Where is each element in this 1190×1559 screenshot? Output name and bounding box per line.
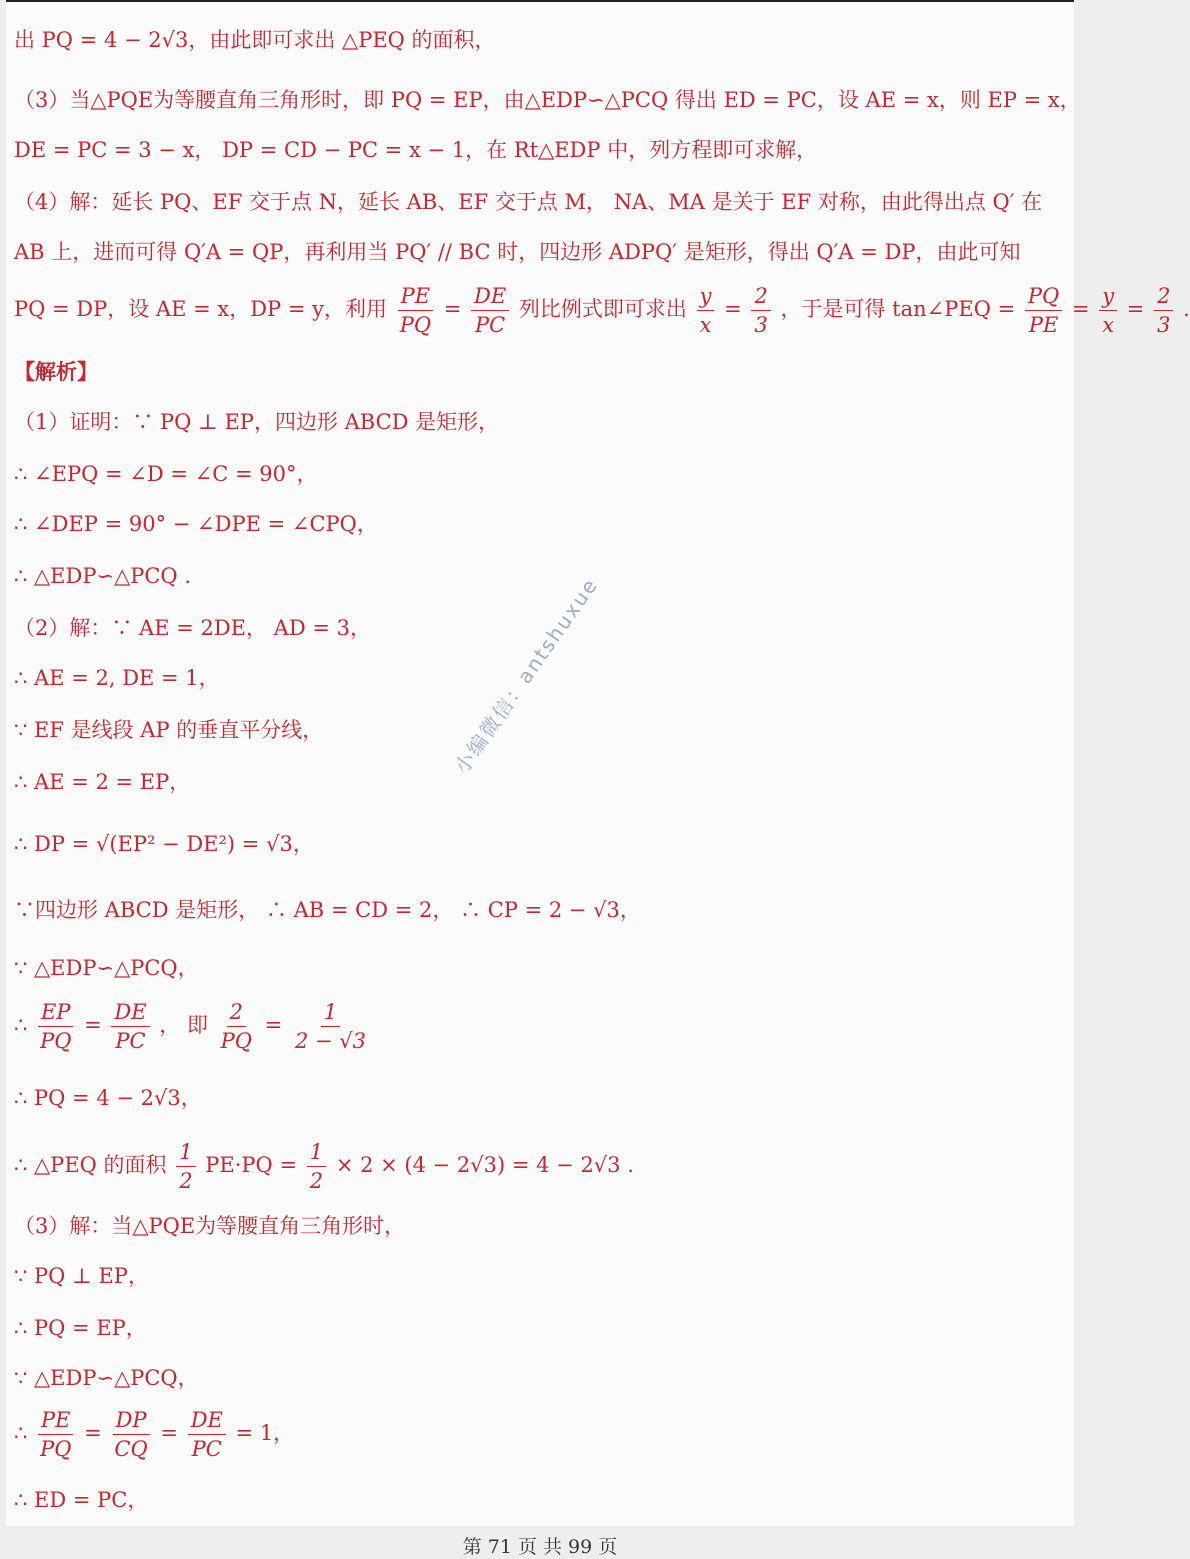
fraction: $\frac{1}{2 - √3}$ — [294, 1000, 367, 1053]
fraction: $\frac{DP}{CQ}$ — [114, 1408, 148, 1461]
fraction: $\frac{EP}{PQ}$ — [37, 998, 74, 1055]
text-segment: ， 即 — [159, 1013, 208, 1037]
section-heading: 【解析】 — [14, 360, 98, 384]
text-line: （3）解：当△PQE为等腰直角三角形时， — [14, 1214, 406, 1238]
fraction: $\frac{PE}{PQ}$ — [37, 1406, 74, 1463]
text-line: ∵四边形 ABCD 是矩形， ∴ AB = CD = 2， ∴ CP = 2 − √3， — [14, 898, 641, 922]
text-line: ∴ ∠EPQ = ∠D = ∠C = 90°， — [14, 462, 318, 486]
text-line: ∵ △EDP∽△PCQ， — [14, 956, 199, 980]
text-segment: × 2 × (4 − 2√3) = 4 − 2√3 . — [335, 1153, 634, 1177]
text-segment: 列比例式即可求出 — [518, 297, 687, 321]
fraction: $\frac{1}{2}$ — [307, 1138, 326, 1195]
text-segment: ∴ — [14, 1421, 28, 1445]
fraction: $\frac{2}{3}$ — [1154, 282, 1173, 339]
text-line: （2）解：∵ AE = 2DE， AD = 3， — [14, 616, 371, 640]
text-line-with-fractions — [14, 1406, 1066, 1463]
text-line: ∴ AE = 2, DE = 1， — [14, 666, 220, 690]
text-line-with-fractions — [14, 282, 1190, 339]
equals-sign: = — [160, 1421, 178, 1445]
watermark-text: 小编微信：antshuxue — [449, 573, 603, 779]
text-segment: = 1， — [235, 1421, 295, 1445]
text-segment: ，于是可得 tan∠PEQ = — [780, 297, 1016, 321]
fraction: $\frac{y}{x}$ — [697, 282, 715, 339]
page-footer: 第 71 页 共 99 页 — [462, 1536, 618, 1558]
fraction: $\frac{1}{2}$ — [176, 1138, 195, 1195]
fraction: $\frac{DE}{PC}$ — [188, 1406, 226, 1463]
period: . — [1183, 297, 1190, 321]
fraction: $\frac{2}{PQ}$ — [220, 1000, 252, 1053]
fraction: $\frac{PQ}{PE}$ — [1025, 282, 1062, 339]
text-line: ∴ PQ = EP， — [14, 1316, 147, 1340]
fraction: $\frac{y}{x}$ — [1099, 282, 1117, 339]
text-segment: PE·PQ = — [205, 1153, 298, 1177]
text-segment: ∴ △PEQ 的面积 — [14, 1153, 167, 1177]
equals-sign: = — [1126, 297, 1145, 321]
document-page — [6, 0, 1190, 1526]
text-line: ∴ ∠DEP = 90° − ∠DPE = ∠CPQ， — [14, 512, 378, 536]
text-line: （3）当△PQE为等腰直角三角形时，即 PQ = EP，由△EDP∽△PCQ 得出 ED = PC，设 AE = x，则 EP = x， — [14, 88, 1081, 112]
text-line: ∴ PQ = 4 − 2√3， — [14, 1086, 202, 1110]
text-line: ∴ ED = PC， — [14, 1488, 149, 1512]
equals-sign: = — [84, 1421, 102, 1445]
text-line: ∴ AE = 2 = EP， — [14, 770, 191, 794]
equals-sign: = — [724, 297, 742, 321]
text-line: （4）解：延长 PQ、EF 交于点 N，延长 AB、EF 交于点 M， NA、MA 是关于 EF 对称，由此得出点 Q′ 在 — [14, 190, 1043, 214]
text-line: ∴ △EDP∽△PCQ . — [14, 564, 191, 588]
equals-sign: = — [84, 1013, 102, 1037]
fraction: $\frac{2}{3}$ — [751, 282, 770, 339]
text-line: ∵ EF 是线段 AP 的垂直平分线， — [14, 718, 324, 742]
text-line: ∴ DP = √(EP² − DE²) = √3， — [14, 832, 314, 856]
text-segment: ∴ — [14, 1013, 28, 1037]
text-line: AB 上，进而可得 Q′A = QP，再利用当 PQ′ // BC 时，四边形 ADPQ′ 是矩形，得出 Q′A = DP，由此可知 — [14, 240, 1021, 264]
text-line: 出 PQ = 4 − 2√3，由此即可求出 △PEQ 的面积， — [14, 28, 496, 52]
text-line: DE = PC = 3 − x， DP = CD − PC = x − 1，在 Rt△EDP 中，列方程即可求解， — [14, 138, 818, 162]
text-line-with-fractions — [14, 998, 1066, 1055]
equals-sign: = — [1071, 297, 1090, 321]
equals-sign: = — [443, 297, 462, 321]
text-line: ∵ △EDP∽△PCQ， — [14, 1366, 199, 1390]
equals-sign: = — [264, 1013, 283, 1037]
fraction: $\frac{DE}{PC}$ — [471, 282, 509, 339]
text-line-with-fractions — [14, 1138, 1066, 1195]
fraction: $\frac{DE}{PC}$ — [111, 998, 149, 1055]
text-line: （1）证明：∵ PQ ⊥ EP，四边形 ABCD 是矩形， — [14, 410, 500, 434]
text-line: ∵ PQ ⊥ EP， — [14, 1264, 149, 1288]
fraction: $\frac{PE}{PQ}$ — [397, 282, 434, 339]
text-segment: PQ = DP，设 AE = x，DP = y，利用 — [14, 297, 387, 321]
